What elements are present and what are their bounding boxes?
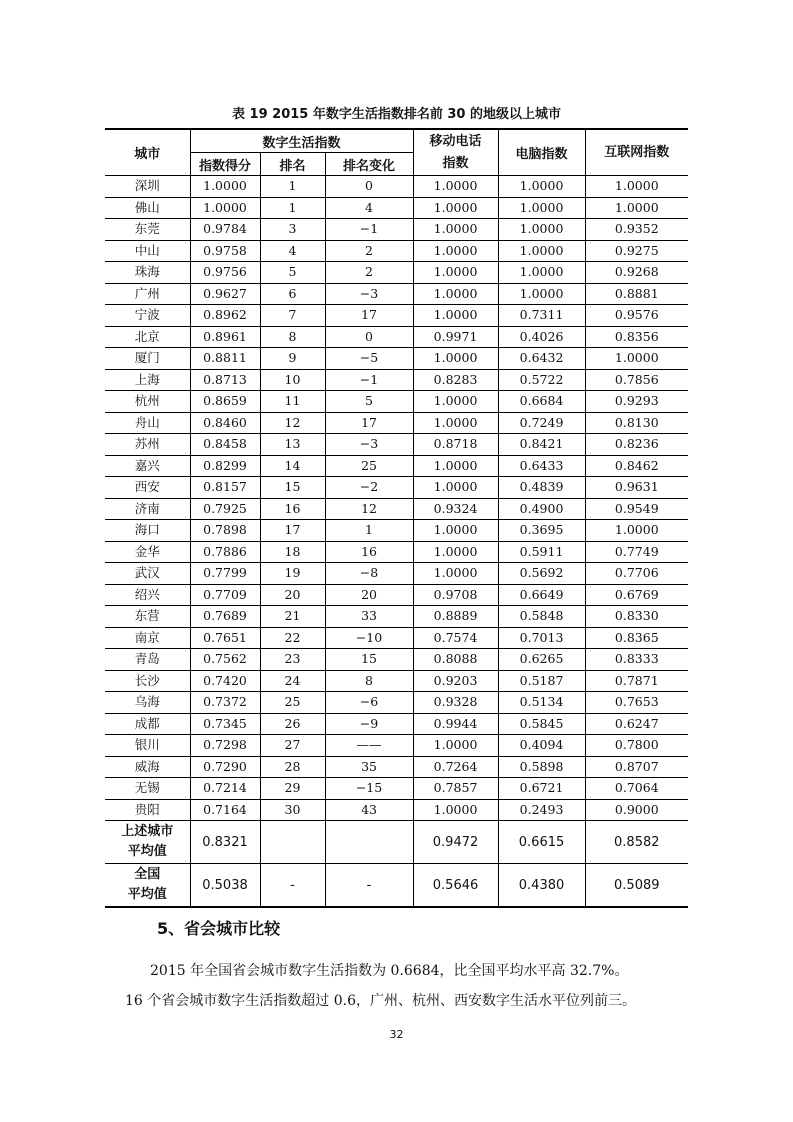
cell-rank: 27 xyxy=(260,735,325,757)
cell-internet: 0.9000 xyxy=(585,799,688,821)
summary-cell-rank xyxy=(260,821,325,864)
cell-score: 0.7898 xyxy=(190,520,260,542)
cell-pc: 0.5692 xyxy=(498,563,585,585)
table-row xyxy=(105,520,688,542)
cell-rank: 13 xyxy=(260,434,325,456)
cell-city: 舟山 xyxy=(105,412,190,434)
cell-mobile: 0.8088 xyxy=(413,649,498,671)
cell-pc: 1.0000 xyxy=(498,219,585,241)
cell-internet: 1.0000 xyxy=(585,197,688,219)
cell-rank: 20 xyxy=(260,584,325,606)
cell-change: —— xyxy=(325,735,413,757)
table-row xyxy=(105,219,688,241)
cell-rank: 19 xyxy=(260,563,325,585)
cell-internet: 0.7064 xyxy=(585,778,688,800)
cell-change: −2 xyxy=(325,477,413,499)
cell-rank: 3 xyxy=(260,219,325,241)
cell-mobile: 1.0000 xyxy=(413,391,498,413)
cell-rank: 1 xyxy=(260,197,325,219)
cell-change: 17 xyxy=(325,412,413,434)
cell-change: 33 xyxy=(325,606,413,628)
table-row xyxy=(105,262,688,284)
table-row xyxy=(105,606,688,628)
cell-pc: 0.7013 xyxy=(498,627,585,649)
cell-change: −1 xyxy=(325,219,413,241)
cell-change: 43 xyxy=(325,799,413,821)
cell-mobile: 1.0000 xyxy=(413,283,498,305)
cell-city: 广州 xyxy=(105,283,190,305)
cell-mobile: 1.0000 xyxy=(413,348,498,370)
cell-mobile: 1.0000 xyxy=(413,412,498,434)
cell-city: 长沙 xyxy=(105,670,190,692)
cell-mobile: 1.0000 xyxy=(413,563,498,585)
cell-rank: 22 xyxy=(260,627,325,649)
cell-mobile: 1.0000 xyxy=(413,541,498,563)
cell-change: 17 xyxy=(325,305,413,327)
cell-internet: 0.9268 xyxy=(585,262,688,284)
cell-rank: 11 xyxy=(260,391,325,413)
cell-pc: 0.6432 xyxy=(498,348,585,370)
cell-internet: 0.7653 xyxy=(585,692,688,714)
cell-score: 0.9756 xyxy=(190,262,260,284)
paragraph-line-1: 2015 年全国省会城市数字生活指数为 0.6684，比全国平均水平高 32.7%。 xyxy=(150,963,629,979)
cell-internet: 0.7856 xyxy=(585,369,688,391)
cell-rank: 16 xyxy=(260,498,325,520)
cell-internet: 0.8707 xyxy=(585,756,688,778)
page-number: 32 xyxy=(389,1028,404,1041)
cell-mobile: 0.9944 xyxy=(413,713,498,735)
table-row xyxy=(105,305,688,327)
cell-pc: 0.5898 xyxy=(498,756,585,778)
cell-mobile: 0.8283 xyxy=(413,369,498,391)
summary-cell-change: - xyxy=(325,864,413,908)
cell-pc: 0.6721 xyxy=(498,778,585,800)
cell-change: 25 xyxy=(325,455,413,477)
cell-city: 济南 xyxy=(105,498,190,520)
summary-cell-internet: 0.5089 xyxy=(585,864,688,908)
cell-score: 0.7799 xyxy=(190,563,260,585)
summary-label-line1: 全国 xyxy=(134,867,161,882)
cell-rank: 26 xyxy=(260,713,325,735)
summary-label-line1: 上述城市 xyxy=(121,824,174,839)
cell-city: 中山 xyxy=(105,240,190,262)
cell-change: 2 xyxy=(325,262,413,284)
cell-pc: 1.0000 xyxy=(498,283,585,305)
cell-score: 0.7886 xyxy=(190,541,260,563)
table-row xyxy=(105,240,688,262)
table-row xyxy=(105,799,688,821)
cell-pc: 0.4900 xyxy=(498,498,585,520)
cell-rank: 5 xyxy=(260,262,325,284)
summary-label-line2: 平均值 xyxy=(127,844,167,859)
summary-label xyxy=(105,864,190,908)
cell-change: 5 xyxy=(325,391,413,413)
cell-mobile: 0.8718 xyxy=(413,434,498,456)
table-row xyxy=(105,197,688,219)
cell-city: 厦门 xyxy=(105,348,190,370)
cell-change: −3 xyxy=(325,434,413,456)
paragraph-line-2: 16 个省会城市数字生活指数超过 0.6，广州、杭州、西安数字生活水平位列前三。 xyxy=(125,993,636,1009)
table-body xyxy=(105,176,688,908)
table-row xyxy=(105,649,688,671)
cell-rank: 23 xyxy=(260,649,325,671)
cell-internet: 0.8130 xyxy=(585,412,688,434)
cell-pc: 0.5848 xyxy=(498,606,585,628)
cell-change: −6 xyxy=(325,692,413,714)
cell-pc: 0.7249 xyxy=(498,412,585,434)
header-rank: 排名 xyxy=(260,153,325,176)
header-internet: 互联网指数 xyxy=(585,129,688,176)
cell-internet: 0.8236 xyxy=(585,434,688,456)
cell-city: 南京 xyxy=(105,627,190,649)
cell-mobile: 0.9971 xyxy=(413,326,498,348)
cell-internet: 0.7706 xyxy=(585,563,688,585)
cell-city: 深圳 xyxy=(105,176,190,198)
cell-score: 0.7298 xyxy=(190,735,260,757)
cell-mobile: 1.0000 xyxy=(413,799,498,821)
cell-change: 16 xyxy=(325,541,413,563)
cell-rank: 6 xyxy=(260,283,325,305)
cell-mobile: 0.9708 xyxy=(413,584,498,606)
cell-mobile: 1.0000 xyxy=(413,477,498,499)
cell-pc: 0.4026 xyxy=(498,326,585,348)
table-row xyxy=(105,391,688,413)
table-row xyxy=(105,455,688,477)
table-row xyxy=(105,563,688,585)
summary-row xyxy=(105,821,688,864)
cell-pc: 0.5845 xyxy=(498,713,585,735)
table-row xyxy=(105,434,688,456)
cell-city: 绍兴 xyxy=(105,584,190,606)
cell-score: 1.0000 xyxy=(190,197,260,219)
cell-change: 35 xyxy=(325,756,413,778)
cell-mobile: 0.9203 xyxy=(413,670,498,692)
cell-rank: 1 xyxy=(260,176,325,198)
cell-score: 0.7290 xyxy=(190,756,260,778)
cell-rank: 15 xyxy=(260,477,325,499)
header-digital-life-group: 数字生活指数 xyxy=(190,129,413,153)
table-row xyxy=(105,584,688,606)
cell-score: 0.7651 xyxy=(190,627,260,649)
cell-change: −10 xyxy=(325,627,413,649)
cell-mobile: 0.7264 xyxy=(413,756,498,778)
cell-city: 东莞 xyxy=(105,219,190,241)
cell-score: 0.7925 xyxy=(190,498,260,520)
city-ranking-table xyxy=(105,128,688,908)
summary-cell-pc: 0.4380 xyxy=(498,864,585,908)
table-row xyxy=(105,326,688,348)
cell-rank: 12 xyxy=(260,412,325,434)
cell-score: 0.7562 xyxy=(190,649,260,671)
cell-change: −1 xyxy=(325,369,413,391)
cell-mobile: 1.0000 xyxy=(413,735,498,757)
header-rank-change: 排名变化 xyxy=(325,153,413,176)
summary-cell-mobile: 0.9472 xyxy=(413,821,498,864)
table-row xyxy=(105,498,688,520)
table-row xyxy=(105,369,688,391)
cell-rank: 10 xyxy=(260,369,325,391)
cell-rank: 29 xyxy=(260,778,325,800)
cell-score: 0.7689 xyxy=(190,606,260,628)
cell-rank: 7 xyxy=(260,305,325,327)
cell-mobile: 0.7574 xyxy=(413,627,498,649)
cell-mobile: 0.9324 xyxy=(413,498,498,520)
cell-city: 西安 xyxy=(105,477,190,499)
cell-pc: 0.4094 xyxy=(498,735,585,757)
table-row xyxy=(105,692,688,714)
cell-city: 乌海 xyxy=(105,692,190,714)
cell-internet: 0.9631 xyxy=(585,477,688,499)
cell-internet: 1.0000 xyxy=(585,348,688,370)
cell-change: −5 xyxy=(325,348,413,370)
cell-change: −9 xyxy=(325,713,413,735)
table-caption: 表 19 2015 年数字生活指数排名前 30 的地级以上城市 xyxy=(232,107,561,122)
cell-mobile: 1.0000 xyxy=(413,305,498,327)
cell-internet: 0.8462 xyxy=(585,455,688,477)
cell-pc: 0.3695 xyxy=(498,520,585,542)
cell-change: 2 xyxy=(325,240,413,262)
summary-row xyxy=(105,864,688,908)
cell-score: 0.7164 xyxy=(190,799,260,821)
table-row xyxy=(105,541,688,563)
cell-rank: 21 xyxy=(260,606,325,628)
cell-score: 0.8811 xyxy=(190,348,260,370)
cell-score: 0.8962 xyxy=(190,305,260,327)
cell-mobile: 1.0000 xyxy=(413,219,498,241)
cell-internet: 0.6247 xyxy=(585,713,688,735)
table-row xyxy=(105,176,688,198)
cell-score: 0.8460 xyxy=(190,412,260,434)
summary-label-line2: 平均值 xyxy=(127,887,167,902)
cell-city: 成都 xyxy=(105,713,190,735)
cell-internet: 0.6769 xyxy=(585,584,688,606)
cell-score: 0.8659 xyxy=(190,391,260,413)
cell-change: 8 xyxy=(325,670,413,692)
cell-city: 珠海 xyxy=(105,262,190,284)
cell-change: 12 xyxy=(325,498,413,520)
cell-internet: 0.9275 xyxy=(585,240,688,262)
cell-change: 4 xyxy=(325,197,413,219)
cell-internet: 1.0000 xyxy=(585,520,688,542)
cell-pc: 0.7311 xyxy=(498,305,585,327)
cell-city: 威海 xyxy=(105,756,190,778)
cell-mobile: 1.0000 xyxy=(413,240,498,262)
cell-pc: 1.0000 xyxy=(498,262,585,284)
cell-pc: 0.5134 xyxy=(498,692,585,714)
cell-rank: 18 xyxy=(260,541,325,563)
cell-internet: 0.8365 xyxy=(585,627,688,649)
cell-city: 杭州 xyxy=(105,391,190,413)
cell-change: 15 xyxy=(325,649,413,671)
table-row xyxy=(105,477,688,499)
cell-city: 东营 xyxy=(105,606,190,628)
cell-score: 1.0000 xyxy=(190,176,260,198)
cell-mobile: 0.8889 xyxy=(413,606,498,628)
cell-internet: 0.7800 xyxy=(585,735,688,757)
header-mobile: 移动电话指数 xyxy=(413,129,498,176)
cell-internet: 0.9293 xyxy=(585,391,688,413)
header-city: 城市 xyxy=(105,129,190,176)
cell-change: 0 xyxy=(325,176,413,198)
table-row xyxy=(105,412,688,434)
cell-score: 0.8299 xyxy=(190,455,260,477)
table-row xyxy=(105,627,688,649)
summary-cell-internet: 0.8582 xyxy=(585,821,688,864)
cell-city: 武汉 xyxy=(105,563,190,585)
cell-mobile: 0.7857 xyxy=(413,778,498,800)
cell-internet: 0.8330 xyxy=(585,606,688,628)
cell-city: 苏州 xyxy=(105,434,190,456)
table-row xyxy=(105,283,688,305)
table-row xyxy=(105,756,688,778)
cell-rank: 4 xyxy=(260,240,325,262)
cell-internet: 1.0000 xyxy=(585,176,688,198)
cell-city: 银川 xyxy=(105,735,190,757)
cell-pc: 0.6684 xyxy=(498,391,585,413)
summary-label xyxy=(105,821,190,864)
cell-score: 0.9627 xyxy=(190,283,260,305)
summary-cell-mobile: 0.5646 xyxy=(413,864,498,908)
cell-city: 嘉兴 xyxy=(105,455,190,477)
cell-rank: 14 xyxy=(260,455,325,477)
cell-rank: 30 xyxy=(260,799,325,821)
section-heading: 5、省会城市比较 xyxy=(157,919,281,938)
cell-mobile: 1.0000 xyxy=(413,197,498,219)
cell-change: 20 xyxy=(325,584,413,606)
table-row xyxy=(105,735,688,757)
cell-internet: 0.7749 xyxy=(585,541,688,563)
cell-pc: 0.5911 xyxy=(498,541,585,563)
cell-city: 上海 xyxy=(105,369,190,391)
cell-internet: 0.8356 xyxy=(585,326,688,348)
cell-rank: 28 xyxy=(260,756,325,778)
table-row xyxy=(105,348,688,370)
cell-city: 无锡 xyxy=(105,778,190,800)
summary-cell-score: 0.5038 xyxy=(190,864,260,908)
cell-internet: 0.9576 xyxy=(585,305,688,327)
cell-pc: 0.4839 xyxy=(498,477,585,499)
summary-cell-score: 0.8321 xyxy=(190,821,260,864)
cell-score: 0.8157 xyxy=(190,477,260,499)
table-row xyxy=(105,778,688,800)
cell-rank: 24 xyxy=(260,670,325,692)
cell-pc: 0.5187 xyxy=(498,670,585,692)
table-row xyxy=(105,713,688,735)
summary-cell-pc: 0.6615 xyxy=(498,821,585,864)
cell-pc: 1.0000 xyxy=(498,197,585,219)
cell-mobile: 1.0000 xyxy=(413,176,498,198)
cell-internet: 0.8881 xyxy=(585,283,688,305)
cell-pc: 0.5722 xyxy=(498,369,585,391)
cell-score: 0.8713 xyxy=(190,369,260,391)
cell-score: 0.9784 xyxy=(190,219,260,241)
cell-city: 佛山 xyxy=(105,197,190,219)
cell-city: 金华 xyxy=(105,541,190,563)
cell-pc: 1.0000 xyxy=(498,240,585,262)
cell-score: 0.7372 xyxy=(190,692,260,714)
cell-score: 0.9758 xyxy=(190,240,260,262)
cell-pc: 0.6649 xyxy=(498,584,585,606)
cell-pc: 0.8421 xyxy=(498,434,585,456)
cell-mobile: 1.0000 xyxy=(413,455,498,477)
cell-pc: 1.0000 xyxy=(498,176,585,198)
cell-internet: 0.9352 xyxy=(585,219,688,241)
cell-city: 宁波 xyxy=(105,305,190,327)
cell-mobile: 1.0000 xyxy=(413,262,498,284)
table-row xyxy=(105,670,688,692)
cell-city: 贵阳 xyxy=(105,799,190,821)
cell-change: −8 xyxy=(325,563,413,585)
cell-pc: 0.2493 xyxy=(498,799,585,821)
cell-internet: 0.7871 xyxy=(585,670,688,692)
cell-pc: 0.6265 xyxy=(498,649,585,671)
cell-score: 0.8961 xyxy=(190,326,260,348)
cell-rank: 8 xyxy=(260,326,325,348)
cell-mobile: 1.0000 xyxy=(413,520,498,542)
cell-score: 0.7709 xyxy=(190,584,260,606)
cell-rank: 25 xyxy=(260,692,325,714)
cell-change: 0 xyxy=(325,326,413,348)
cell-mobile: 0.9328 xyxy=(413,692,498,714)
cell-score: 0.7345 xyxy=(190,713,260,735)
cell-city: 海口 xyxy=(105,520,190,542)
cell-internet: 0.9549 xyxy=(585,498,688,520)
cell-change: −15 xyxy=(325,778,413,800)
header-pc: 电脑指数 xyxy=(498,129,585,176)
cell-rank: 9 xyxy=(260,348,325,370)
cell-city: 青岛 xyxy=(105,649,190,671)
cell-score: 0.7214 xyxy=(190,778,260,800)
cell-change: −3 xyxy=(325,283,413,305)
cell-score: 0.8458 xyxy=(190,434,260,456)
summary-cell-change xyxy=(325,821,413,864)
cell-pc: 0.6433 xyxy=(498,455,585,477)
cell-change: 1 xyxy=(325,520,413,542)
cell-rank: 17 xyxy=(260,520,325,542)
cell-internet: 0.8333 xyxy=(585,649,688,671)
cell-city: 北京 xyxy=(105,326,190,348)
header-score: 指数得分 xyxy=(190,153,260,176)
summary-cell-rank: - xyxy=(260,864,325,908)
cell-score: 0.7420 xyxy=(190,670,260,692)
